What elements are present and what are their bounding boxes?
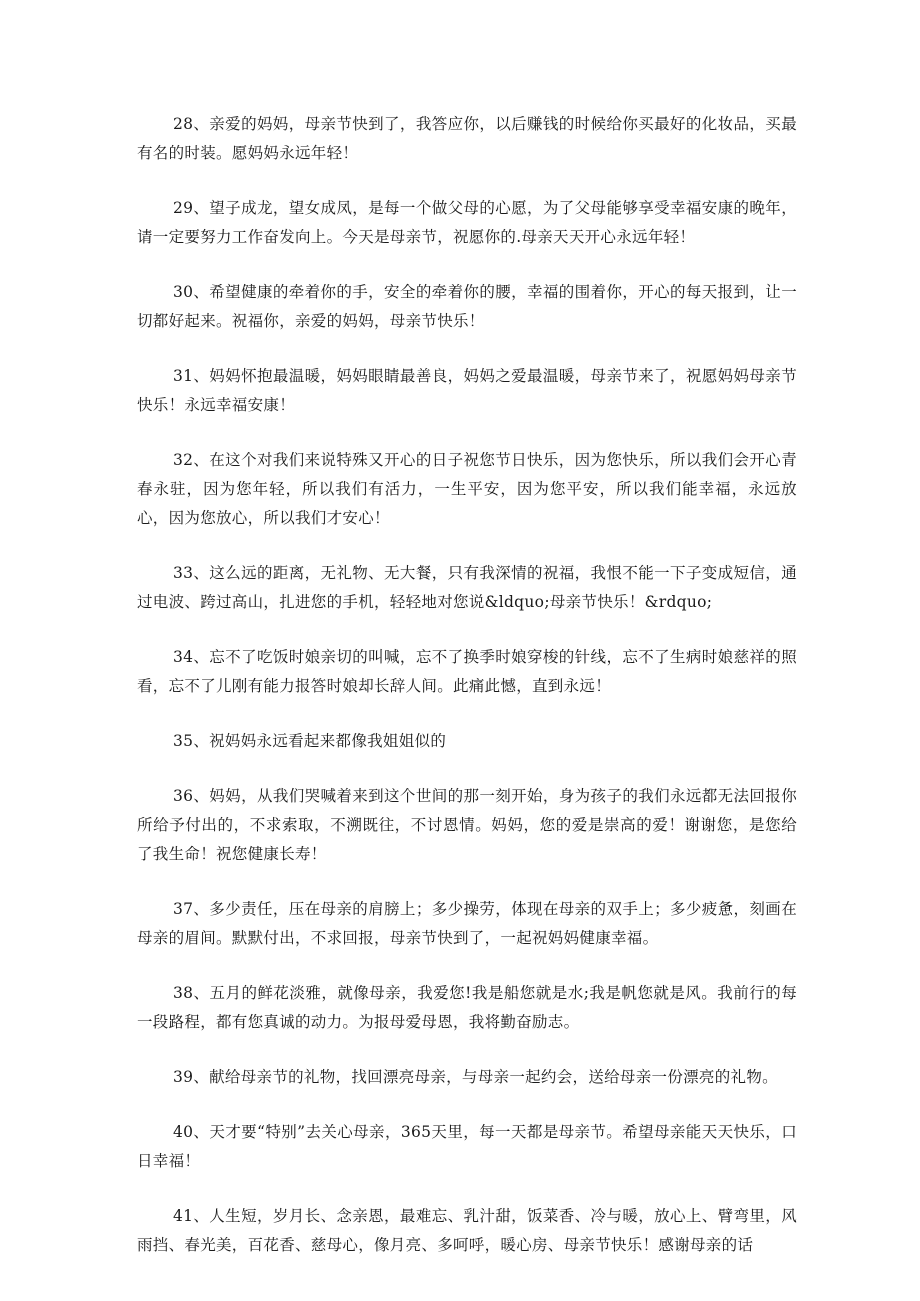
paragraph-35: 35、祝妈妈永远看起来都像我姐姐似的 <box>173 732 447 750</box>
paragraph-31: 31、妈妈怀抱最温暖，妈妈眼睛最善良，妈妈之爱最温暖，母亲节来了，祝愿妈妈母亲节快乐！永远幸福安康！ <box>137 367 797 414</box>
paragraph-30: 30、希望健康的牵着你的手，安全的牵着你的腰，幸福的围着你，开心的每天报到，让一切都好起来。祝福你，亲爱的妈妈，母亲节快乐！ <box>137 283 797 330</box>
paragraph-41: 41、人生短，岁月长、念亲恩，最难忘、乳汁甜，饭菜香、冷与暖，放心上、臂弯里，风雨挡、春光美，百花香、慈母心，像月亮、多呵呼，暖心房、母亲节快乐！感谢母亲的话 <box>137 1207 797 1254</box>
paragraph-38: 38、五月的鲜花淡雅，就像母亲，我爱您!我是船您就是水;我是帆您就是风。我前行的每一段路程，都有您真诚的动力。为报母爱母恩，我将勤奋励志。 <box>137 984 797 1031</box>
paragraph-29: 29、望子成龙，望女成凤，是每一个做父母的心愿，为了父母能够享受幸福安康的晚年，请一定要努力工作奋发向上。今天是母亲节，祝愿你的.母亲天天开心永远年轻！ <box>137 199 797 246</box>
paragraph-39: 39、献给母亲节的礼物，找回漂亮母亲，与母亲一起约会，送给母亲一份漂亮的礼物。 <box>173 1068 778 1086</box>
paragraph-36: 36、妈妈，从我们哭喊着来到这个世间的那一刻开始，身为孩子的我们永远都无法回报你所给予付出的，不求索取，不溯既往，不讨恩情。妈妈，您的爱是崇高的爱！谢谢您，是您给了我生命！祝您健康长寿！ <box>137 787 797 863</box>
paragraph-33: 33、这么远的距离，无礼物、无大餐，只有我深情的祝福，我恨不能一下子变成短信，通过电波、跨过高山，扎进您的手机，轻轻地对您说&ldquo;母亲节快乐！&rdquo; <box>137 564 797 611</box>
document-body <box>137 110 797 1286</box>
paragraph-37: 37、多少责任，压在母亲的肩膀上；多少操劳，体现在母亲的双手上；多少疲惫，刻画在母亲的眉间。默默付出，不求回报，母亲节快到了，一起祝妈妈健康幸福。 <box>137 900 797 947</box>
paragraph-40: 40、天才要“特别”去关心母亲，365天里，每一天都是母亲节。希望母亲能天天快乐，口日幸福！ <box>137 1123 797 1170</box>
paragraph-34: 34、忘不了吃饭时娘亲切的叫喊，忘不了换季时娘穿梭的针线，忘不了生病时娘慈祥的照看，忘不了儿刚有能力报答时娘却长辞人间。此痛此憾，直到永远！ <box>137 648 797 695</box>
paragraph-32: 32、在这个对我们来说特殊又开心的日子祝您节日快乐，因为您快乐，所以我们会开心青春永驻，因为您年轻，所以我们有活力，一生平安，因为您平安，所以我们能幸福，永远放心，因为您放心，所以我们才安心！ <box>137 451 797 527</box>
paragraph-28: 28、亲爱的妈妈，母亲节快到了，我答应你，以后赚钱的时候给你买最好的化妆品，买最有名的时装。愿妈妈永远年轻！ <box>137 115 797 162</box>
